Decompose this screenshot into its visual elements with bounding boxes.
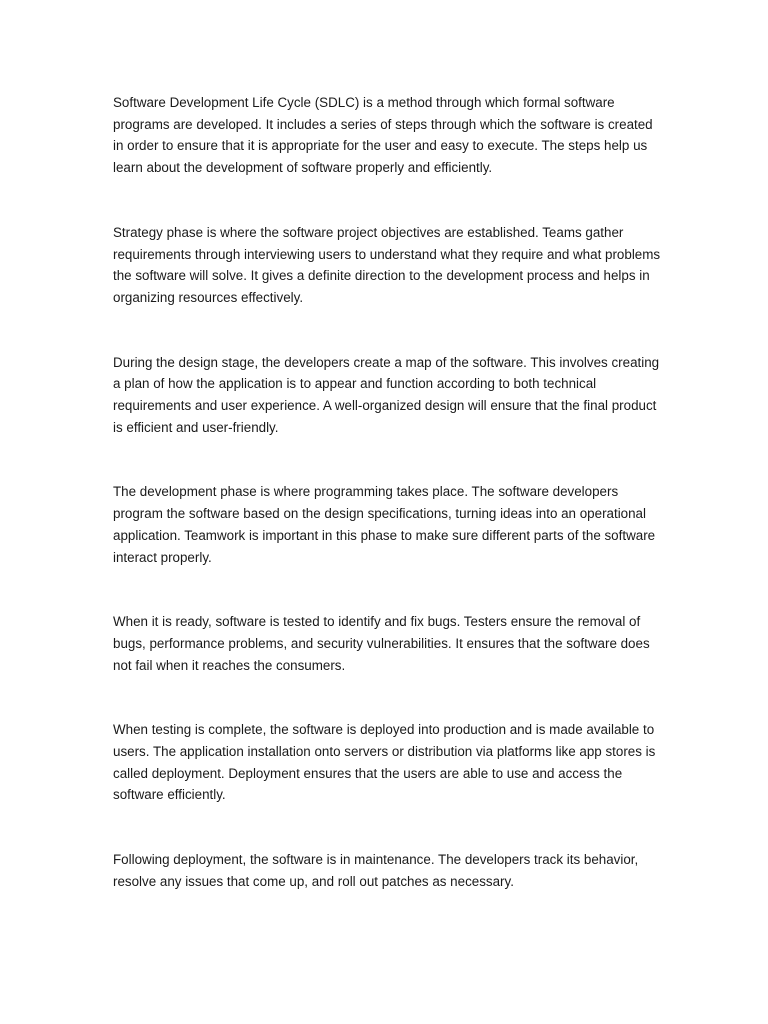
paragraph-design-stage: During the design stage, the developers create a map of the software. This involves creating a plan of how the application is to appear and function according to both technical requirements and user experience. A well-organized design will ensure that the final product is efficient and user-friendly. xyxy=(113,354,660,435)
paragraph-sdlc-intro: Software Development Life Cycle (SDLC) is a method through which formal software programs are developed. It includes a series of steps through which the software is created in order to ensure that it is appropriate for the user and easy to execute. The steps help us learn about the development of software properly and efficiently. xyxy=(113,95,653,176)
document-body xyxy=(113,92,661,893)
paragraph-testing-phase: When it is ready, software is tested to identify and fix bugs. Testers ensure the removal of bugs, performance problems, and security vulnerabilities. It ensures that the software does not fail when it reaches the consumers. xyxy=(113,614,650,673)
paragraph-strategy-phase: Strategy phase is where the software project objectives are established. Teams gather requirements through interviewing users to understand what they require and what problems the software will solve. It gives a definite direction to the development process and helps in organizing resources effectively. xyxy=(113,224,661,305)
paragraph-maintenance-phase: Following deployment, the software is in maintenance. The developers track its behavior, resolve any issues that come up, and roll out patches as necessary. xyxy=(113,852,639,889)
paragraph-deployment-phase: When testing is complete, the software is deployed into production and is made available to users. The application installation onto servers or distribution via platforms like app stores is called deployment. Deployment ensures that the users are able to use and access the software efficiently. xyxy=(113,722,656,803)
paragraph-development-phase: The development phase is where programming takes place. The software developers program the software based on the design specifications, turning ideas into an operational application. Teamwork is important in this phase to make sure different parts of the software interact properly. xyxy=(113,484,656,565)
